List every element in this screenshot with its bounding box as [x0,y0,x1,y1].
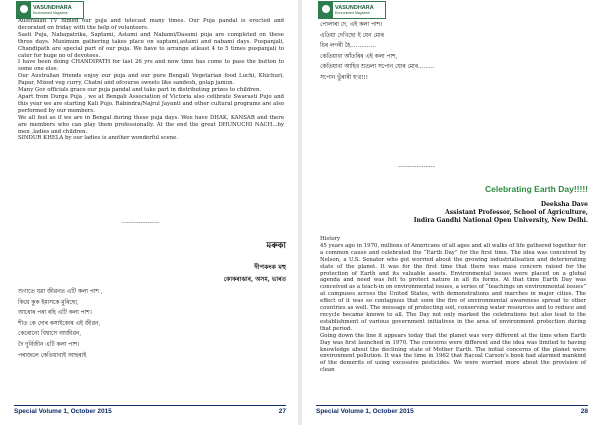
author-name: Deeksha Dave [540,201,588,208]
left-page [4,0,296,425]
page-number: 27 [278,408,286,415]
paragraph: SINDUR KHELA by our ladies is another wonderful scene. [18,135,179,142]
poem-line: কেতিয়াবা আঁতৰিৰ এই কলা পাশ, [320,53,398,60]
poem-line: কেতিয়াবা আহিব শুভ্ৰলা সপোন যোৰ মোৰ......... [320,64,435,71]
right-page [306,0,598,425]
poem-line: কেৰোনো বিশ্বাসে আজীৱন, [18,331,82,338]
author-affiliation: Assistant Professor, School of Agriculture, [445,209,588,216]
article-title: Celebrating Earth Day!!!!! [485,184,588,194]
paragraph: Australian TV filmed our puja and telecast many times. Our Puja pandal is erected and decorated on friday with the help of volunteers. [18,18,284,31]
globe-icon [319,2,333,18]
footer-label: Special Volume 1, October 2015 [316,408,414,415]
logo-name: VASUNDHARA [33,5,72,11]
poem-place: কোকৰাঝাৰ, অসম, ভাৰত [223,276,286,283]
poem-line: কিয়ে কুক ইমাসকে মুৰিছো, [18,299,79,306]
poem-right [320,20,435,84]
paragraph: 45 years ago in 1970, millions of Americans of all ages and all walks of life gathered together for a common cause and celebrated the “Earth Day” for the first time. The idea was conceived by Nelson, a U.S. Senator who got worried about the growing industrialisation and deteriorating state of the planet. It was for the first time that there was mass concern raised for the protection of Earth and its valuable assets. Environmental issues were placed on a global agenda and need was felt to protect nature in all its forms. At that time Earth Day was conceived as a teach-in on environmental issues, a series of “teachings on environmental issues” at campuses across the United States, with demonstrations and marches in major cities. The effect of it was so contagious that soon the fire of environmental awareness spread to other countries as well. The message of protecting soil, conserving water resources and to reduce and recycle became known to all. The Day not only marked the celebrations but also lead to the establishment of various government initiatives in the area of environment protection during that period. [320,242,586,332]
logo-tagline: Environment Magazine [33,11,68,15]
page-gutter [298,0,302,425]
poem-line: শুণাতে যৱা জীৱনত এটি কলা পাশ , [18,289,103,295]
poem-line: আৰোৰ পৰা ৰহি এটি কলা পাশ। [18,310,92,317]
paragraph: We all feel as if we are in Bengal during these puja days. Wee have DHAK, KANSAR and there are members who can play them professionally. At the end the great DHUNUCHI NACH...by men ,ladies and children. [18,114,284,135]
magazine-logo [318,1,386,19]
poem-author: দীপকংক মহু [254,263,286,271]
poem-title: মৰুকা [266,241,286,251]
poem-line: শীত কে দোৰ কসাইকোৰ এই জীৱন, [18,320,101,327]
right-article-body [320,236,586,374]
magazine-logo [16,1,84,19]
author-affiliation: Indira Gandhi National Open University, New Delhi. [413,217,588,224]
poem-left [18,287,103,361]
page-footer [14,405,286,415]
footer-label: Special Volume 1, October 2015 [14,408,112,415]
separator: ---------------- [398,163,436,170]
separator: ---------------- [122,219,160,226]
logo-name: VASUNDHARA [335,5,374,11]
left-article-body [18,18,284,142]
paragraph: Many Gov officials grace our puja pandal and take part in distributing prizes to children. [18,87,262,94]
paragraph: Our Australian friends enjoy our puja and our pure Bengali Vegetarian food Luchi, Khichuri, Papar, Mixed veg curry, Chatni and ofcourse sweets like sandesh, golap jamun. [18,73,284,87]
globe-icon [17,2,31,18]
poem-line: পৰাজলে কেতিয়াবাই আহুৰাই [18,352,87,359]
paragraph: I have been doing CHANDIPATH for last 26 yrs and now time has come to pass the button to some one else. [18,59,284,73]
poem-line: সপোন ভুঁৰাৰী হ'ৱ!!! [320,74,369,81]
poem-line: দৈ দুৰ্বিজীন এটি কলা পাশ। [18,341,80,348]
page-footer [316,405,588,415]
poem-line: পোলাৰা দে, এই কলা পাশ। [320,22,383,28]
paragraph: Apart from Durga Puja , we at Bengali Association of Victoria also celibrate Swarasti Pujo and this year we are starting Kali Pujo. Rabindra/Najrul Jayanti and other cultural programs are also performed by our members. [18,93,284,114]
section-heading: History [320,236,341,242]
paragraph: Going down the line it appears today that the planet was very different at the time when Earth Day was first launched in 1970. The concerns were different and the idea was limited to having knowledge about the declining state of Mother Earth. The initial concerns of the planet were environment pollution. It was the time in 1962 that Racoal Carson’s book had alarmed mankind of the demerits of using excessive pesticides. We were worried more about the provision of clean [320,332,586,374]
page-number: 28 [580,408,588,415]
poem-line: এতিয়া দেখিছো ই যেন মোৰ [320,32,384,39]
logo-tagline: Environment Magazine [335,11,370,15]
poem-line: চিৰ লগৰী হৈ.............. [320,43,376,50]
paragraph: Sasti Puja, Nabapatrika, Saptami, Astami and Nabami/Dasami puja are completed on these three days. Maximum gathering takes place on saptami,astami and nabami days. Puspanjali, Chandipath are special part of our puja. We have to arrange atleast 4 to 5 times puspanjali to cater for huge no of devotees. [18,31,284,59]
